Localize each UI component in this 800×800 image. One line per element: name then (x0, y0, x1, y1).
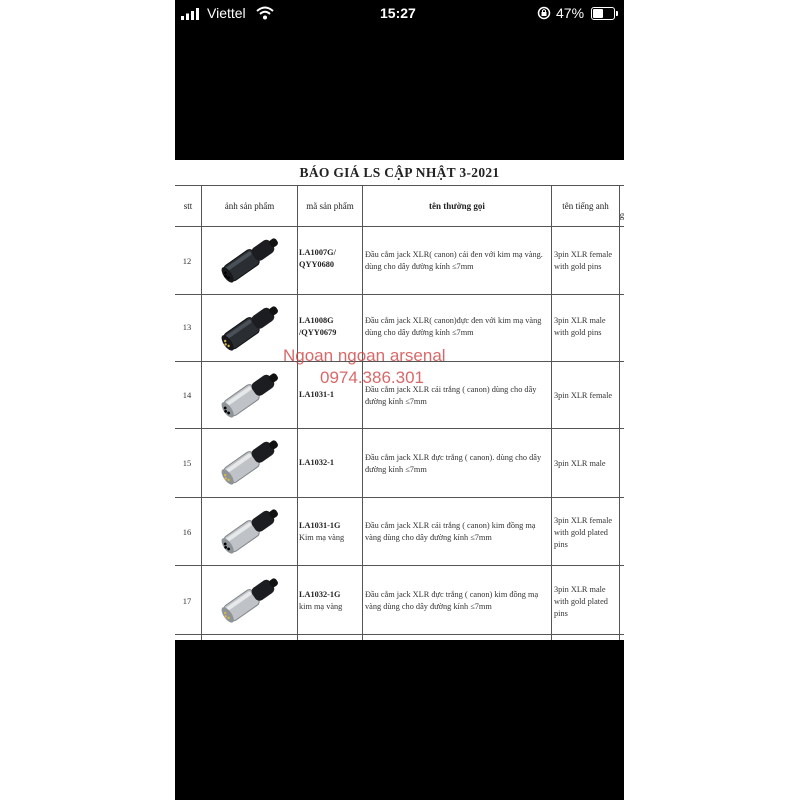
table-rule (175, 634, 624, 635)
table-rule (175, 226, 624, 227)
status-bar (175, 0, 624, 28)
price-list-document (175, 160, 624, 640)
row-english: 3pin XLR male (554, 459, 606, 468)
column-header-english: tên tiếng anh (562, 201, 609, 211)
battery-icon (591, 7, 615, 20)
xlr-connector-image (203, 432, 295, 492)
table-rule (551, 185, 552, 640)
row-english: 3pin XLR male with gold plated pins (554, 585, 608, 618)
row-code: LA1032-1G (299, 590, 341, 599)
table-rule (175, 497, 624, 498)
row-name: Đầu cắm jack XLR đực trắng ( canon). dùng cho dây đường kính ≤7mm (365, 453, 542, 474)
table-rule (175, 565, 624, 566)
product-image (203, 501, 295, 561)
xlr-connector-image (203, 501, 295, 561)
row-stt: 16 (182, 527, 192, 537)
xlr-connector-image (203, 298, 295, 358)
battery-percent: 47% (556, 5, 585, 21)
table-rule (362, 185, 363, 640)
row-code: LA1032-1 (299, 458, 335, 467)
row-name: Đầu cắm jack XLR cái trắng ( canon) dùng cho dây đường kính ≤7mm (365, 385, 537, 406)
table-rule (175, 185, 624, 186)
row-stt: 17 (182, 596, 192, 606)
signal-icon (181, 8, 201, 20)
row-code: LA1031-1G (299, 521, 341, 530)
column-header-code: mã sản phẩm (306, 201, 354, 211)
row-stt: 12 (182, 256, 192, 266)
row-code-note: Kim mạ vàng (299, 533, 345, 542)
phone-screen (175, 0, 624, 800)
table-rule (175, 294, 624, 295)
xlr-connector-image (203, 365, 295, 425)
row-name: Đầu cắm jack XLR( canon)đực đen với kim mạ vàng dùng cho dây đường kính ≤7mm (365, 316, 542, 337)
row-stt: 14 (182, 390, 192, 400)
document-title: BÁO GIÁ LS CẬP NHẬT 3-2021 (299, 165, 500, 180)
row-name: Đầu cắm jack XLR đực trắng ( canon) kim đồng mạ vàng dùng cho dây đường kính ≤7mm (365, 590, 539, 611)
product-image (203, 432, 295, 492)
row-code: LA1008G /QYY0679 (299, 316, 337, 337)
lock-rotation-icon (537, 6, 551, 20)
column-header-image: ảnh sản phẩm (224, 201, 275, 211)
column-header-extra: g (619, 210, 624, 220)
product-image (203, 230, 295, 290)
carrier-name: Viettel (207, 5, 246, 21)
row-name: Đầu cắm jack XLR( canon) cái đen với kim mạ vàng. dùng cho dây đường kính ≤7mm (365, 250, 543, 271)
row-name: Đầu cắm jack XLR cái trắng ( canon) kim đồng mạ vàng dùng cho dây đường kính ≤7mm (365, 521, 536, 542)
xlr-connector-image (203, 570, 295, 630)
row-stt: 15 (182, 458, 192, 468)
table-rule (175, 428, 624, 429)
xlr-connector-image (203, 230, 295, 290)
row-stt: 13 (182, 322, 192, 332)
product-image (203, 365, 295, 425)
row-code: LA1031-1 (299, 390, 335, 399)
clock: 15:27 (380, 5, 416, 21)
product-image (203, 570, 295, 630)
column-header-name: tên thường gọi (429, 201, 485, 211)
column-header-stt: stt (183, 201, 193, 211)
row-english: 3pin XLR female with gold pins (554, 250, 613, 271)
product-image (203, 298, 295, 358)
row-english: 3pin XLR male with gold pins (554, 316, 606, 337)
wifi-icon (256, 6, 274, 20)
row-code-note: kim mạ vàng (299, 602, 343, 611)
watermark-phone: 0974.386.301 (320, 368, 424, 387)
table-rule (297, 185, 298, 640)
table-rule (201, 185, 202, 640)
row-english: 3pin XLR female with gold plated pins (554, 516, 613, 549)
row-code: LA1007G/ QYY0680 (299, 248, 336, 269)
watermark-shop-name: Ngoan ngoan arsenal (283, 346, 446, 365)
row-english: 3pin XLR female (554, 391, 613, 400)
